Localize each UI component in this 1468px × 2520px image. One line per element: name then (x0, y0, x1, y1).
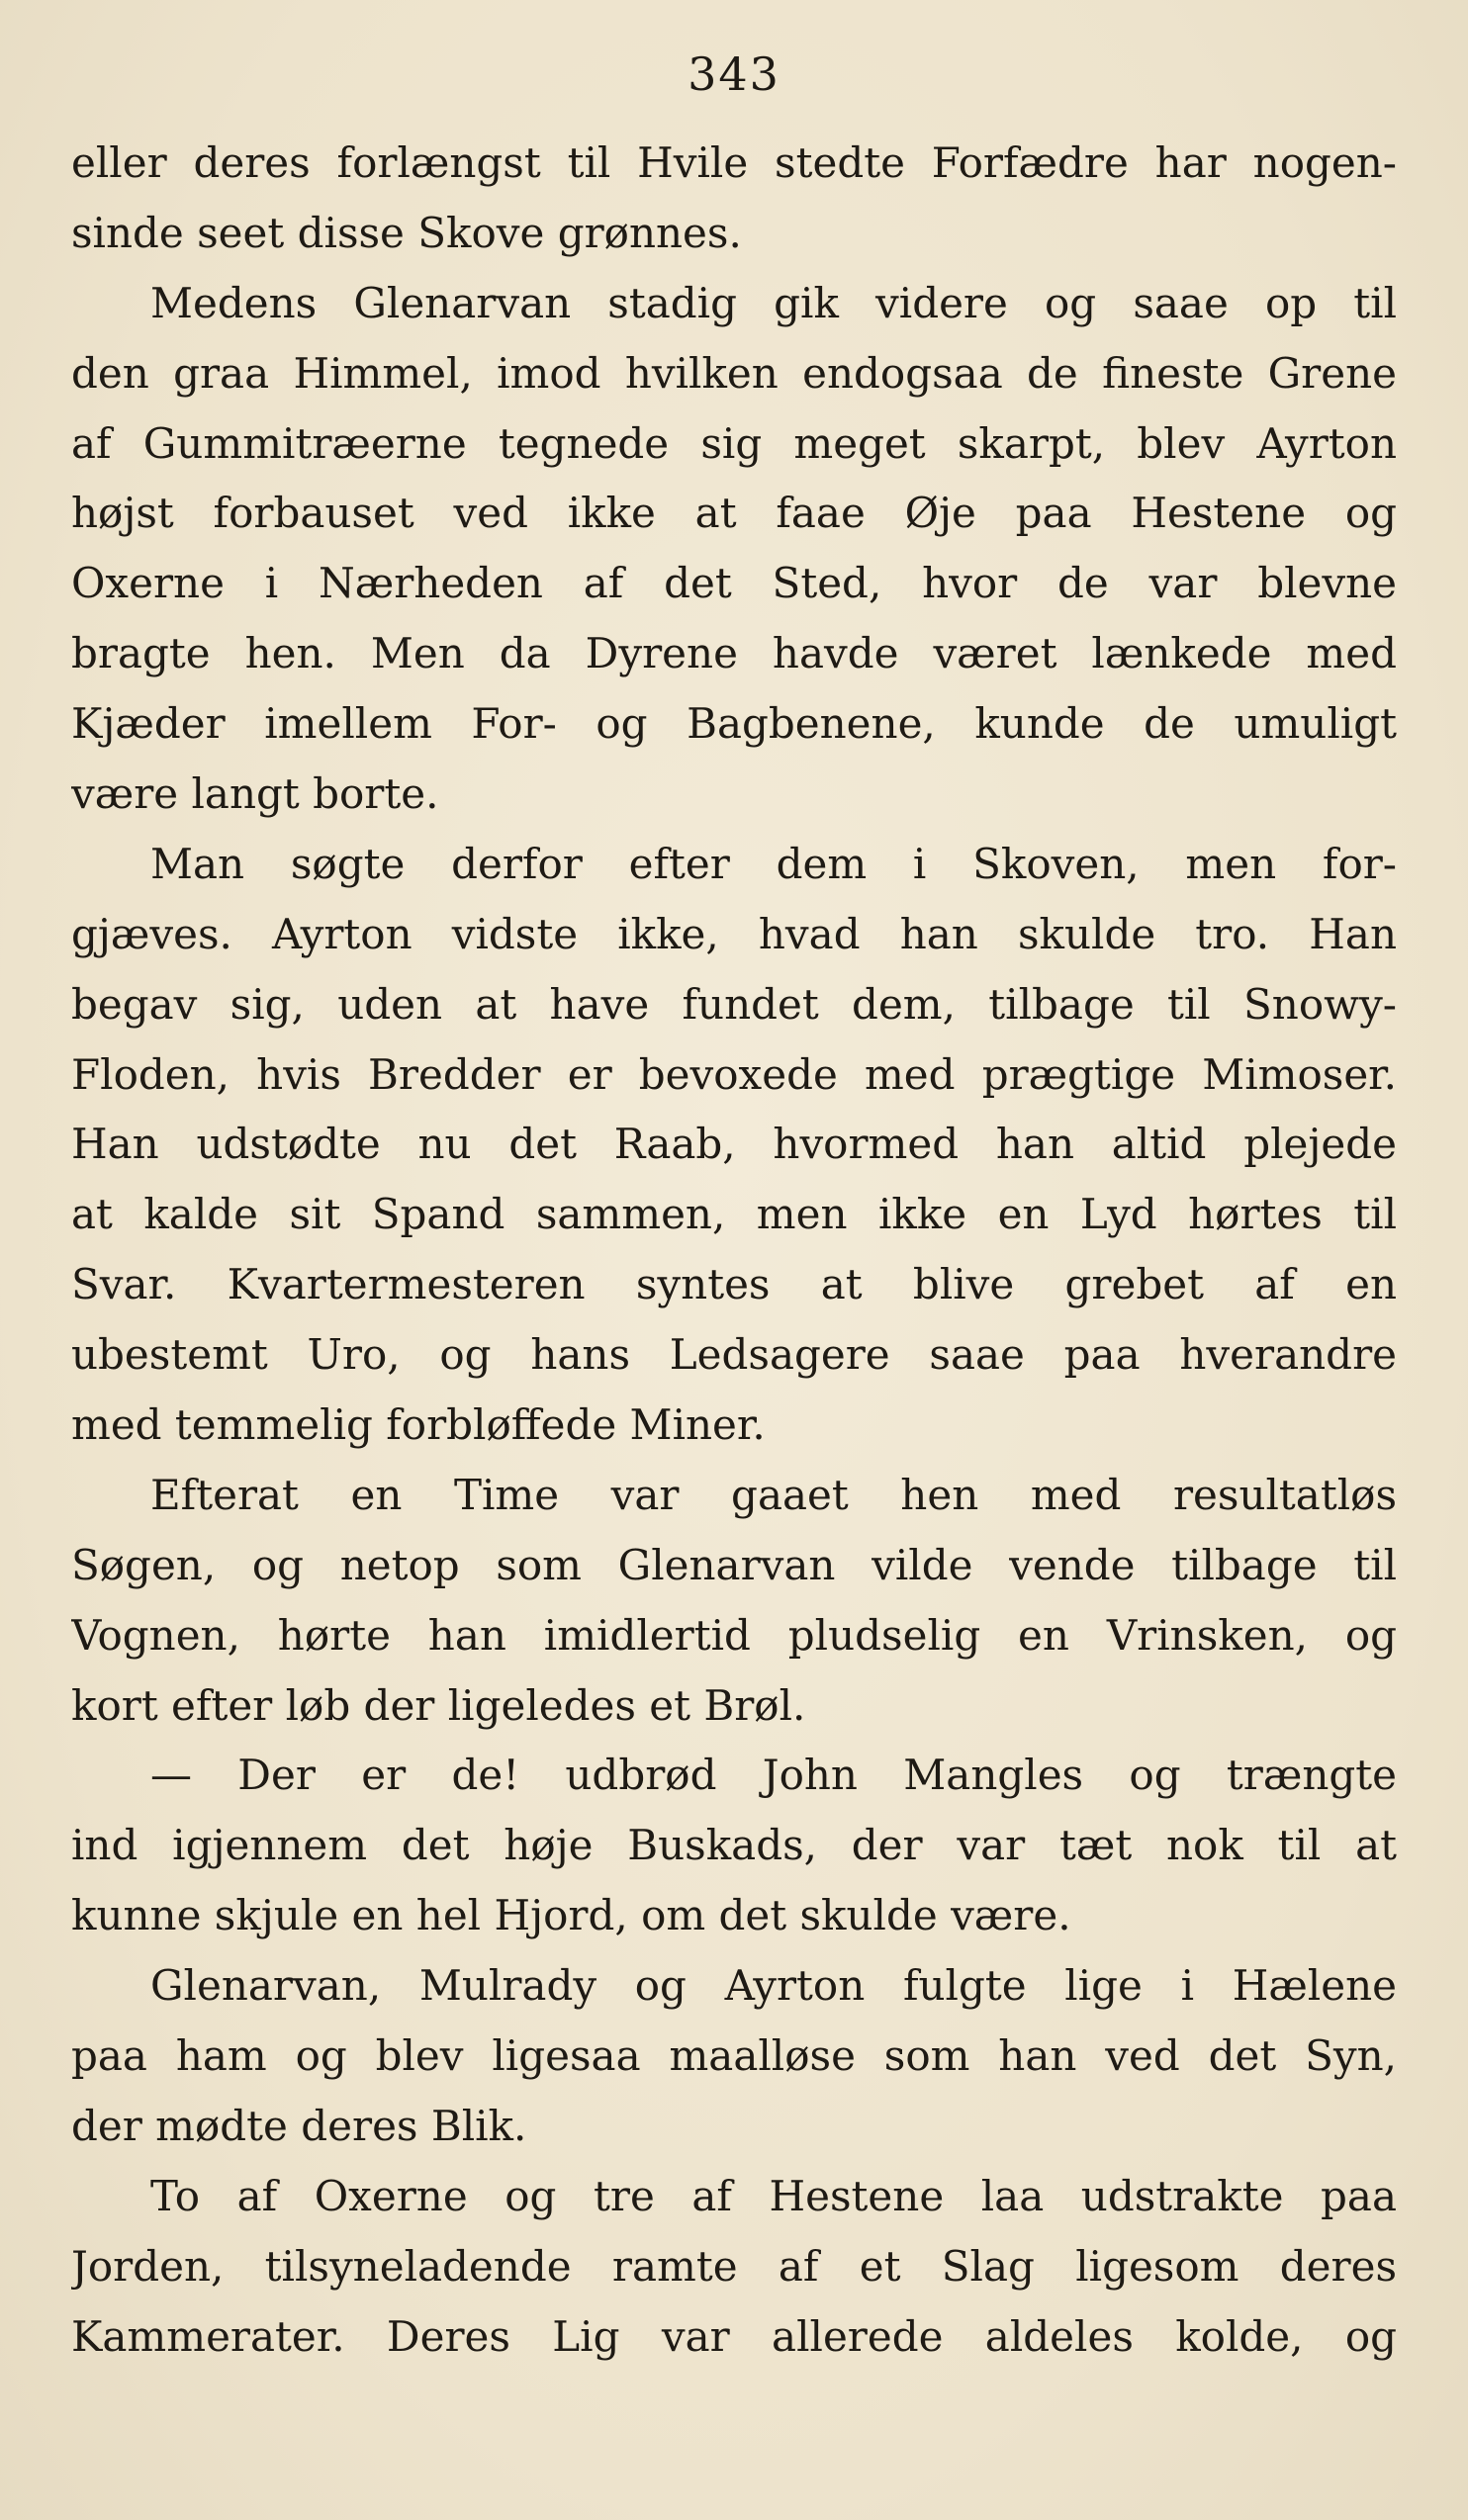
text-line: højst forbauset ved ikke at faae Øje paa Hestene og (71, 489, 1397, 538)
text-line: Vognen, hørte han imidlertid pludselig en Vrinsken, og (71, 1610, 1397, 1660)
text-line: gjæves. Ayrton vidste ikke, hvad han skulde tro. Han (71, 909, 1397, 958)
text-line: den graa Himmel, imod hvilken endogsaa de fineste Grene (71, 348, 1397, 398)
text-line: paa ham og blev ligesaa maalløse som han ved det Syn, (71, 2031, 1397, 2081)
text-line: Kammerater. Deres Lig var allerede aldeles kolde, og (71, 2311, 1397, 2361)
text-line: — Der er de! udbrød John Mangles og trængte (150, 1751, 1397, 1800)
page-number: 343 (688, 47, 780, 101)
text-line: der mødte deres Blik. (71, 2101, 527, 2150)
paragraph (71, 1461, 1397, 1742)
text-line: kort efter løb der ligeledes et Brøl. (71, 1680, 806, 1730)
paragraph (71, 269, 1397, 830)
text-line: Svar. Kvartermesteren syntes at blive grebet af en (71, 1260, 1397, 1309)
text-line: være langt borte. (71, 769, 439, 819)
text-line: bragte hen. Men da Dyrene havde været lænkede med (71, 629, 1397, 678)
text-line: begav sig, uden at have fundet dem, tilbage til Snowy- (71, 979, 1397, 1029)
text-line: af Gummitræerne tegnede sig meget skarpt, blev Ayrton (71, 418, 1397, 468)
text-line: To af Oxerne og tre af Hestene laa udstrakte paa (150, 2171, 1397, 2220)
text-line: ubestemt Uro, og hans Ledsagere saae paa hverandre (71, 1330, 1397, 1380)
text-line: med temmelig forbløffede Miner. (71, 1400, 766, 1450)
paragraph (71, 2162, 1397, 2373)
text-line: kunne skjule en hel Hjord, om det skulde være. (71, 1891, 1071, 1940)
text-line: Medens Glenarvan stadig gik videre og saae op til (150, 278, 1397, 327)
text-line: Jorden, tilsyneladende ramte af et Slag ligesom deres (71, 2241, 1397, 2291)
paragraph (71, 830, 1397, 1461)
text-line: Søgen, og netop som Glenarvan vilde vende tilbage til (71, 1540, 1397, 1589)
text-line: Kjæder imellem For- og Bagbenene, kunde de umuligt (71, 699, 1397, 749)
paragraph (71, 1951, 1397, 2162)
text-line: sinde seet disse Skove grønnes. (71, 208, 742, 257)
paragraph (71, 129, 1397, 269)
text-line: Glenarvan, Mulrady og Ayrton fulgte lige i Hælene (150, 1961, 1397, 2011)
text-line: at kalde sit Spand sammen, men ikke en Lyd hørtes til (71, 1190, 1397, 1239)
paragraph (71, 1741, 1397, 1951)
body-text (71, 129, 1397, 2373)
text-line: ind igjennem det høje Buskads, der var tæt nok til at (71, 1821, 1397, 1870)
text-line: Efterat en Time var gaaet hen med resultatløs (150, 1470, 1397, 1519)
text-line: Oxerne i Nærheden af det Sted, hvor de var blevne (71, 559, 1397, 608)
text-line: Man søgte derfor efter dem i Skoven, men for- (150, 839, 1397, 888)
text-line: eller deres forlængst til Hvile stedte Forfædre har nogen- (71, 138, 1397, 187)
text-line: Han udstødte nu det Raab, hvormed han altid plejede (71, 1120, 1397, 1169)
text-line: Floden, hvis Bredder er bevoxede med prægtige Mimoser. (71, 1049, 1397, 1099)
